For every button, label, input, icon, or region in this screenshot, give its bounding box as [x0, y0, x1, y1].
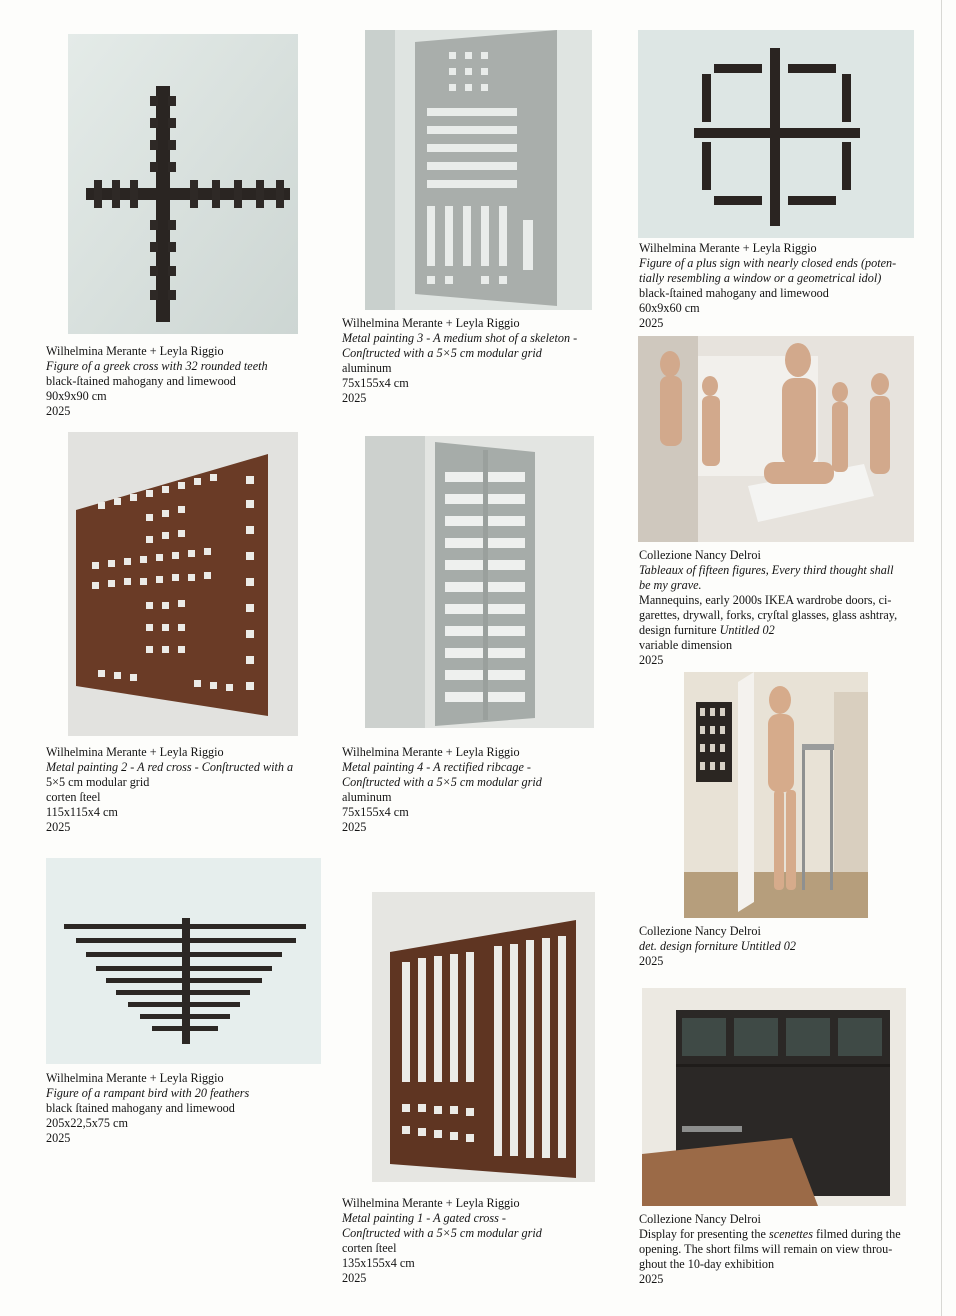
caption-title-text: det. design forniture: [639, 939, 741, 953]
caption-year: 2025: [639, 653, 664, 667]
caption-greek-cross: [46, 344, 268, 419]
caption-title: Metal painting 3 - A medium shot of a skeleton -: [342, 331, 578, 345]
caption-metal-painting-1: [342, 1196, 542, 1286]
caption-title-2: 5×5 cm modular grid: [46, 775, 150, 789]
caption-artists: Wilhelmina Merante + Leyla Riggio: [639, 241, 817, 255]
caption-artists: Collezione Nancy Delroi: [639, 924, 761, 938]
caption-artists: Wilhelmina Merante + Leyla Riggio: [342, 745, 520, 759]
caption-title: [639, 939, 796, 954]
caption-dimensions: 75x155x4 cm: [342, 376, 409, 390]
caption-plus-sign: [639, 241, 896, 331]
caption-materials: aluminum: [342, 790, 392, 804]
caption-materials-2: garettes, drywall, forks, cryſtal glasses, glass ashtray,: [639, 608, 898, 622]
caption-materials-3-text: design furniture: [639, 623, 720, 637]
caption-metal-painting-4: [342, 745, 542, 835]
caption-description-italic: scenettes: [768, 1227, 813, 1241]
caption-design-furniture-detail: [639, 924, 796, 969]
caption-description-3: ghout the 10-day exhibition: [639, 1257, 775, 1271]
caption-metal-painting-3: [342, 316, 577, 406]
caption-title: Tableaux of fifteen figures, Every third thought shall: [639, 563, 894, 577]
caption-dimensions: 115x115x4 cm: [46, 805, 118, 819]
photo-greek-cross: [68, 34, 298, 334]
caption-year: 2025: [342, 1271, 367, 1285]
caption-materials: black-ſtained mahogany and limewood: [639, 286, 829, 300]
photo-display-scenettes: [642, 988, 906, 1206]
caption-materials: corten ſteel: [46, 790, 101, 804]
photo-metal-painting-3: [365, 30, 592, 310]
photo-tableaux-mannequins: [638, 336, 914, 542]
caption-artists: Wilhelmina Merante + Leyla Riggio: [342, 316, 520, 330]
caption-year: 2025: [46, 820, 71, 834]
caption-year: 2025: [639, 316, 664, 330]
caption-year: 2025: [342, 391, 367, 405]
caption-year: 2025: [46, 404, 71, 418]
caption-dimensions: 90x9x90 cm: [46, 389, 107, 403]
caption-metal-painting-2: [46, 745, 293, 835]
caption-year: 2025: [639, 954, 664, 968]
caption-materials: corten ſteel: [342, 1241, 397, 1255]
photo-design-furniture-detail: [684, 672, 868, 918]
caption-tableaux: [639, 548, 897, 668]
caption-title-2: tially resembling a window or a geometrical idol): [639, 271, 882, 285]
caption-title-2: Conſtructed with a 5×5 cm modular grid: [342, 775, 542, 789]
caption-materials: aluminum: [342, 361, 392, 375]
caption-dimensions: variable dimension: [639, 638, 733, 652]
caption-title-2: be my grave.: [639, 578, 702, 592]
caption-description-text: Display for presenting the: [639, 1227, 769, 1241]
caption-rampant-bird: [46, 1071, 249, 1146]
caption-title-italic: Untitled 02: [740, 939, 796, 953]
caption-title: Figure of a rampant bird with 20 feathers: [46, 1086, 250, 1100]
caption-dimensions: 75x155x4 cm: [342, 805, 409, 819]
caption-title: Metal painting 4 - A rectified ribcage -: [342, 760, 531, 774]
caption-description-suffix: filmed during the: [812, 1227, 901, 1241]
caption-artists: Collezione Nancy Delroi: [639, 1212, 761, 1226]
caption-materials: black ſtained mahogany and limewood: [46, 1101, 235, 1115]
caption-title: Figure of a plus sign with nearly closed ends (poten-: [639, 256, 897, 270]
caption-artists: Wilhelmina Merante + Leyla Riggio: [46, 1071, 224, 1085]
caption-materials-3: [639, 623, 897, 638]
caption-description: [639, 1227, 901, 1242]
scan-edge-line: [941, 0, 942, 1316]
caption-artists: Wilhelmina Merante + Leyla Riggio: [46, 745, 224, 759]
caption-title-2: Conſtructed with a 5×5 cm modular grid: [342, 346, 542, 360]
photo-metal-painting-4: [365, 436, 594, 728]
caption-display-scenettes: [639, 1212, 901, 1287]
caption-dimensions: 60x9x60 cm: [639, 301, 700, 315]
photo-metal-painting-2: [68, 432, 298, 736]
caption-year: 2025: [342, 820, 367, 834]
caption-year: 2025: [639, 1272, 664, 1286]
caption-artists: Collezione Nancy Delroi: [639, 548, 761, 562]
caption-materials-3-italic: Untitled 02: [719, 623, 775, 637]
caption-description-2: opening. The short films will remain on view throu-: [639, 1242, 893, 1256]
caption-title: Metal painting 2 - A red cross - Conſtructed with a: [46, 760, 294, 774]
caption-dimensions: 135x155x4 cm: [342, 1256, 415, 1270]
caption-year: 2025: [46, 1131, 71, 1145]
caption-title: Metal painting 1 - A gated cross -: [342, 1211, 506, 1225]
caption-materials: Mannequins, early 2000s IKEA wardrobe doors, ci-: [639, 593, 892, 607]
caption-artists: Wilhelmina Merante + Leyla Riggio: [342, 1196, 520, 1210]
caption-materials: black-ſtained mahogany and limewood: [46, 374, 236, 388]
photo-rampant-bird: [46, 858, 321, 1064]
photo-metal-painting-1: [372, 892, 595, 1182]
photo-plus-sign: [638, 30, 914, 238]
caption-dimensions: 205x22,5x75 cm: [46, 1116, 128, 1130]
caption-title: Figure of a greek cross with 32 rounded teeth: [46, 359, 268, 373]
caption-artists: Wilhelmina Merante + Leyla Riggio: [46, 344, 224, 358]
caption-title-2: Conſtructed with a 5×5 cm modular grid: [342, 1226, 542, 1240]
